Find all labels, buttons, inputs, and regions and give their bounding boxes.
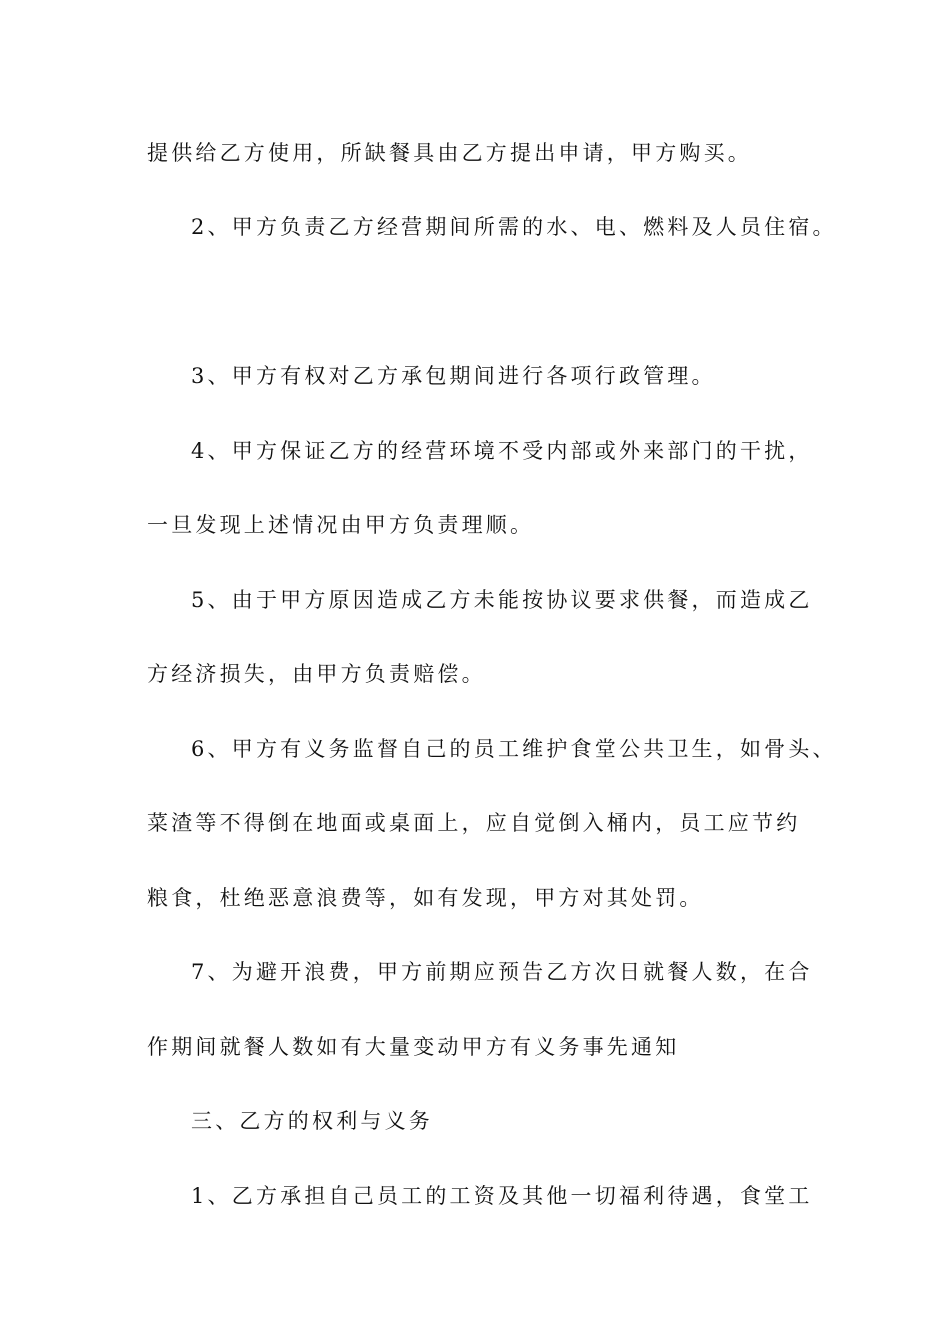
- text-line: 4、甲方保证乙方的经营环境不受内部或外来部门的干扰，: [191, 439, 813, 463]
- text-line: 一旦发现上述情况由甲方负责理顺。: [147, 513, 535, 537]
- text-line: 3、甲方有权对乙方承包期间进行各项行政管理。: [191, 364, 716, 388]
- text-line: 2、甲方负责乙方经营期间所需的水、电、燃料及人员住宿。: [191, 215, 837, 239]
- section-heading: 三、乙方的权利与义务: [191, 1109, 433, 1133]
- text-line: 1、乙方承担自己员工的工资及其他一切福利待遇，食堂工: [191, 1184, 813, 1208]
- text-line: 5、由于甲方原因造成乙方未能按协议要求供餐，而造成乙: [191, 588, 813, 612]
- text-line: 作期间就餐人数如有大量变动甲方有义务事先通知: [147, 1035, 680, 1059]
- text-line: 6、甲方有义务监督自己的员工维护食堂公共卫生，如骨头、: [191, 737, 837, 761]
- text-line: 菜渣等不得倒在地面或桌面上，应自觉倒入桶内，员工应节约: [147, 811, 801, 835]
- text-line: 粮食，杜绝恶意浪费等，如有发现，甲方对其处罚。: [147, 886, 704, 910]
- text-line: 提供给乙方使用，所缺餐具由乙方提出申请，甲方购买。: [147, 141, 752, 165]
- text-line: 7、为避开浪费，甲方前期应预告乙方次日就餐人数，在合: [191, 960, 813, 984]
- text-line: 方经济损失，由甲方负责赔偿。: [147, 662, 486, 686]
